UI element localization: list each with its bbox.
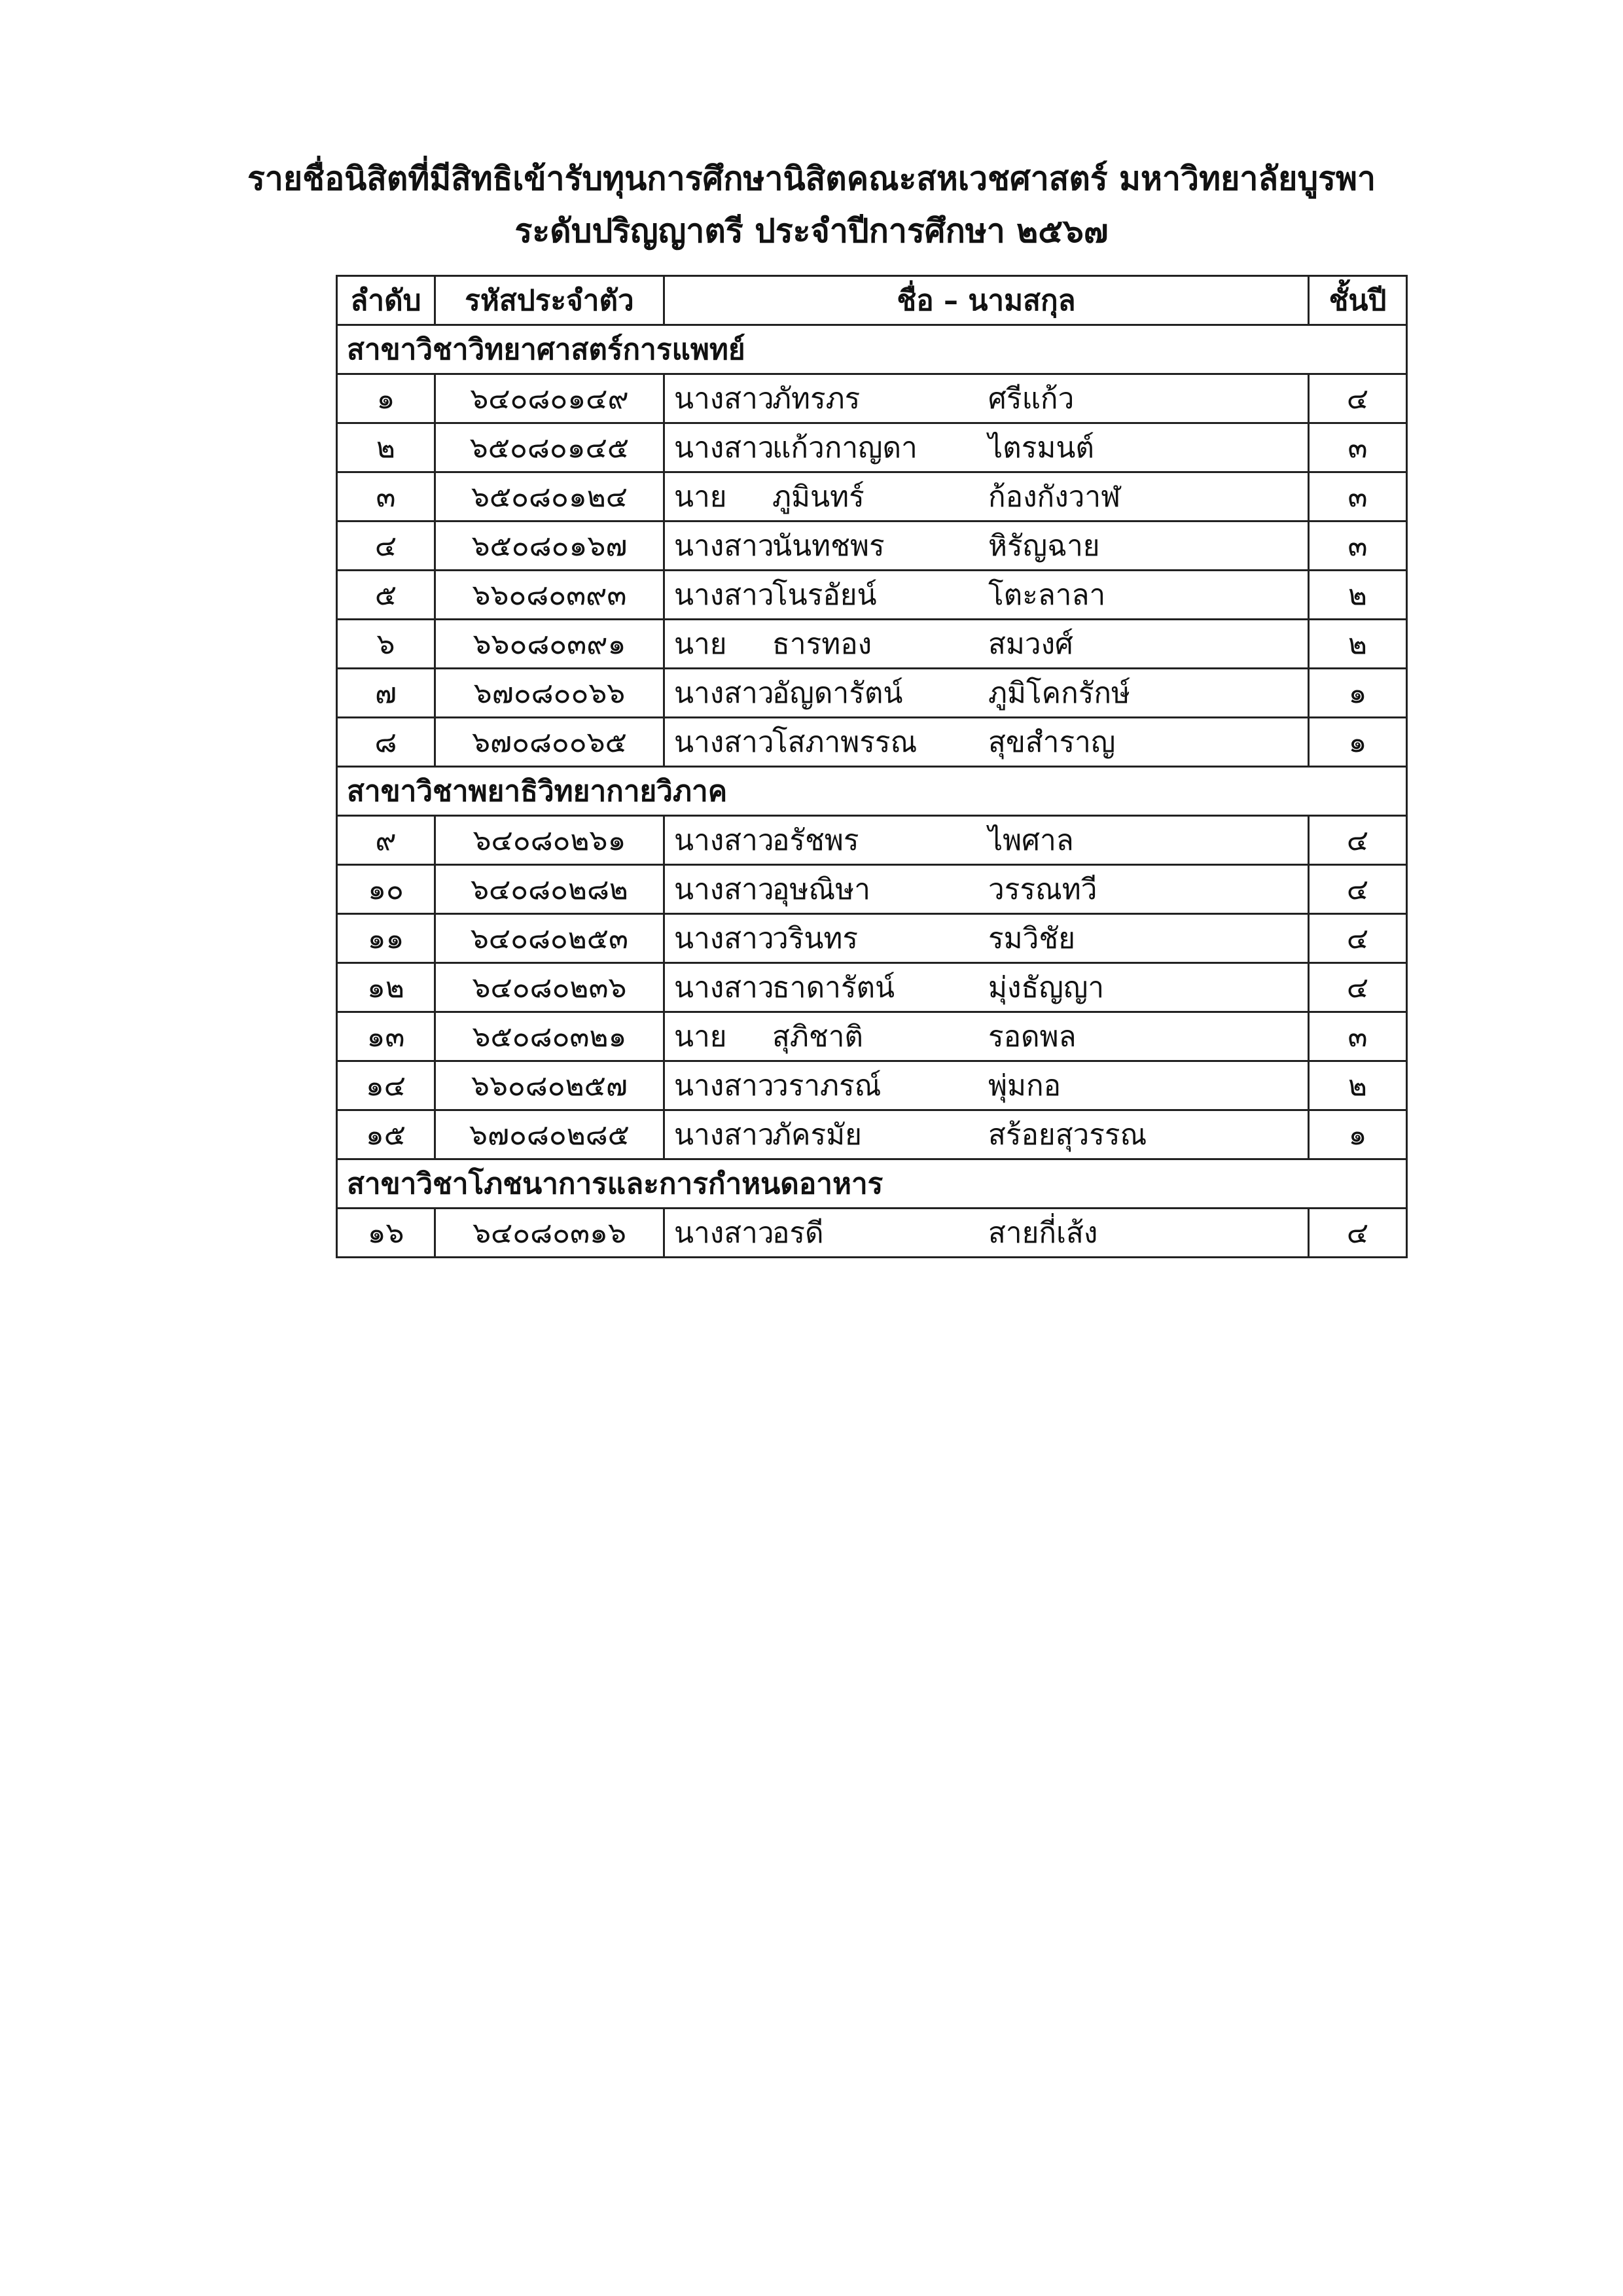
- student-full-name: [664, 865, 1309, 914]
- year-level: ๔: [1309, 963, 1407, 1012]
- row-number: ๘: [337, 718, 435, 767]
- student-full-name: [664, 718, 1309, 767]
- student-id: ๖๔๐๘๐๓๑๖: [435, 1209, 664, 1258]
- student-id: ๖๗๐๘๐๐๖๕: [435, 718, 664, 767]
- year-level: ๒: [1309, 571, 1407, 620]
- section-name: สาขาวิชาวิทยาศาสตร์การแพทย์: [337, 325, 1407, 374]
- year-level: ๔: [1309, 816, 1407, 865]
- row-number: ๑๐: [337, 865, 435, 914]
- name-title: นาย: [674, 480, 727, 514]
- last-name: วรรณทวี: [988, 873, 1097, 906]
- row-number: ๑๑: [337, 914, 435, 963]
- last-name: หิรัญฉาย: [988, 529, 1100, 563]
- last-name: โตะลาลา: [988, 578, 1106, 612]
- first-name: นันทชพร: [772, 529, 885, 563]
- last-name: สุขสำราญ: [988, 726, 1116, 759]
- first-name: วราภรณ์: [772, 1069, 882, 1103]
- last-name: มุ่งธัญญา: [988, 971, 1105, 1004]
- table-row: [337, 620, 1407, 669]
- first-name: ธารทอง: [772, 627, 872, 661]
- header-no: ลำดับ: [337, 276, 435, 325]
- year-level: ๔: [1309, 374, 1407, 423]
- row-number: ๑๕: [337, 1110, 435, 1159]
- header-student-id: รหัสประจำตัว: [435, 276, 664, 325]
- first-name: โสภาพรรณ: [772, 726, 918, 759]
- table-row: [337, 1110, 1407, 1159]
- year-level: ๓: [1309, 472, 1407, 521]
- row-number: ๖: [337, 620, 435, 669]
- student-id: ๖๖๐๘๐๓๙๑: [435, 620, 664, 669]
- row-number: ๑: [337, 374, 435, 423]
- first-name: โนรอัยน์: [772, 578, 877, 612]
- student-id: ๖๕๐๘๐๑๖๗: [435, 521, 664, 571]
- last-name: สร้อยสุวรรณ: [988, 1118, 1147, 1152]
- row-number: ๔: [337, 521, 435, 571]
- student-id: ๖๗๐๘๐๐๖๖: [435, 669, 664, 718]
- section-name: สาขาวิชาพยาธิวิทยากายวิภาค: [337, 767, 1407, 816]
- table-row: [337, 1209, 1407, 1258]
- first-name: ภัทรภร: [772, 382, 861, 415]
- name-title: นางสาว: [674, 382, 774, 415]
- table-row: [337, 472, 1407, 521]
- table-row: [337, 669, 1407, 718]
- table-row: [337, 914, 1407, 963]
- year-level: ๒: [1309, 620, 1407, 669]
- name-title: นางสาว: [674, 431, 774, 465]
- section-row: [337, 325, 1407, 374]
- name-title: นางสาว: [674, 971, 774, 1004]
- student-full-name: [664, 620, 1309, 669]
- section-row: [337, 767, 1407, 816]
- student-id: ๖๔๐๘๐๒๖๑: [435, 816, 664, 865]
- table-row: [337, 718, 1407, 767]
- name-title: นางสาว: [674, 1069, 774, 1103]
- year-level: ๒: [1309, 1061, 1407, 1110]
- name-title: นางสาว: [674, 677, 774, 710]
- table-row: [337, 816, 1407, 865]
- student-full-name: [664, 1012, 1309, 1061]
- student-full-name: [664, 1061, 1309, 1110]
- year-level: ๓: [1309, 423, 1407, 472]
- student-full-name: [664, 374, 1309, 423]
- first-name: สุภิชาติ: [772, 1020, 864, 1053]
- student-full-name: [664, 423, 1309, 472]
- row-number: ๑๓: [337, 1012, 435, 1061]
- section-row: [337, 1159, 1407, 1209]
- row-number: ๗: [337, 669, 435, 718]
- scholarship-roster-table: [336, 275, 1408, 1258]
- header-full-name: ชื่อ – นามสกุล: [664, 276, 1309, 325]
- student-id: ๖๕๐๘๐๓๒๑: [435, 1012, 664, 1061]
- first-name: อัญดารัตน์: [772, 677, 903, 710]
- row-number: ๑๖: [337, 1209, 435, 1258]
- row-number: ๕: [337, 571, 435, 620]
- name-title: นางสาว: [674, 922, 774, 955]
- name-title: นาย: [674, 1020, 727, 1053]
- student-full-name: [664, 816, 1309, 865]
- student-id: ๖๕๐๘๐๑๔๕: [435, 423, 664, 472]
- last-name: ก้องกังวาฬ: [988, 480, 1121, 514]
- student-full-name: [664, 472, 1309, 521]
- name-title: นางสาว: [674, 1216, 774, 1250]
- last-name: ไตรมนต์: [988, 431, 1094, 465]
- section-name: สาขาวิชาโภชนาการและการกำหนดอาหาร: [337, 1159, 1407, 1209]
- student-id: ๖๔๐๘๐๒๕๓: [435, 914, 664, 963]
- student-id: ๖๔๐๘๐๑๔๙: [435, 374, 664, 423]
- first-name: ภัครมัย: [772, 1118, 862, 1152]
- last-name: ศรีแก้ว: [988, 382, 1075, 415]
- first-name: อรัชพร: [772, 824, 859, 857]
- row-number: ๑๒: [337, 963, 435, 1012]
- first-name: วรินทร: [772, 922, 859, 955]
- name-title: นางสาว: [674, 726, 774, 759]
- last-name: สมวงศ์: [988, 627, 1073, 661]
- name-title: นางสาว: [674, 1118, 774, 1152]
- row-number: ๒: [337, 423, 435, 472]
- last-name: สายกี่เส้ง: [988, 1216, 1098, 1250]
- student-full-name: [664, 963, 1309, 1012]
- year-level: ๑: [1309, 718, 1407, 767]
- table-header-row: [337, 276, 1407, 325]
- last-name: ไพศาล: [988, 824, 1074, 857]
- first-name: ธาดารัตน์: [772, 971, 895, 1004]
- header-year: ชั้นปี: [1309, 276, 1407, 325]
- row-number: ๙: [337, 816, 435, 865]
- student-id: ๖๗๐๘๐๒๘๕: [435, 1110, 664, 1159]
- year-level: ๓: [1309, 521, 1407, 571]
- student-full-name: [664, 571, 1309, 620]
- first-name: ภูมินทร์: [772, 480, 865, 514]
- student-id: ๖๔๐๘๐๒๓๖: [435, 963, 664, 1012]
- name-title: นางสาว: [674, 824, 774, 857]
- year-level: ๓: [1309, 1012, 1407, 1061]
- year-level: ๔: [1309, 914, 1407, 963]
- page-title: รายชื่อนิสิตที่มีสิทธิเข้ารับทุนการศึกษานิสิตคณะสหเวชศาสตร์ มหาวิทยาลัยบูรพา: [247, 160, 1376, 198]
- row-number: ๓: [337, 472, 435, 521]
- last-name: รอดพล: [988, 1020, 1077, 1053]
- name-title: นางสาว: [674, 873, 774, 906]
- student-full-name: [664, 669, 1309, 718]
- year-level: ๑: [1309, 669, 1407, 718]
- page-subtitle: ระดับปริญญาตรี ประจำปีการศึกษา ๒๕๖๗: [514, 212, 1109, 250]
- student-id: ๖๖๐๘๐๓๙๓: [435, 571, 664, 620]
- first-name: อรดี: [772, 1216, 824, 1250]
- last-name: รมวิชัย: [988, 922, 1075, 955]
- student-full-name: [664, 521, 1309, 571]
- name-title: นางสาว: [674, 529, 774, 563]
- student-full-name: [664, 1209, 1309, 1258]
- table-row: [337, 521, 1407, 571]
- table-row: [337, 963, 1407, 1012]
- name-title: นางสาว: [674, 578, 774, 612]
- table-row: [337, 374, 1407, 423]
- student-id: ๖๖๐๘๐๒๕๗: [435, 1061, 664, 1110]
- row-number: ๑๔: [337, 1061, 435, 1110]
- last-name: ภูมิโคกรักษ์: [988, 677, 1130, 710]
- table-row: [337, 571, 1407, 620]
- table-row: [337, 1061, 1407, 1110]
- table-row: [337, 865, 1407, 914]
- first-name: อุษณิษา: [772, 873, 870, 906]
- student-id: ๖๔๐๘๐๒๘๒: [435, 865, 664, 914]
- year-level: ๑: [1309, 1110, 1407, 1159]
- year-level: ๔: [1309, 865, 1407, 914]
- student-full-name: [664, 914, 1309, 963]
- year-level: ๔: [1309, 1209, 1407, 1258]
- table-row: [337, 423, 1407, 472]
- first-name: แก้วกาญดา: [772, 431, 918, 465]
- last-name: พุ่มกอ: [988, 1069, 1061, 1103]
- student-id: ๖๕๐๘๐๑๒๔: [435, 472, 664, 521]
- student-full-name: [664, 1110, 1309, 1159]
- table-body: [337, 325, 1407, 1258]
- name-title: นาย: [674, 627, 727, 661]
- table-row: [337, 1012, 1407, 1061]
